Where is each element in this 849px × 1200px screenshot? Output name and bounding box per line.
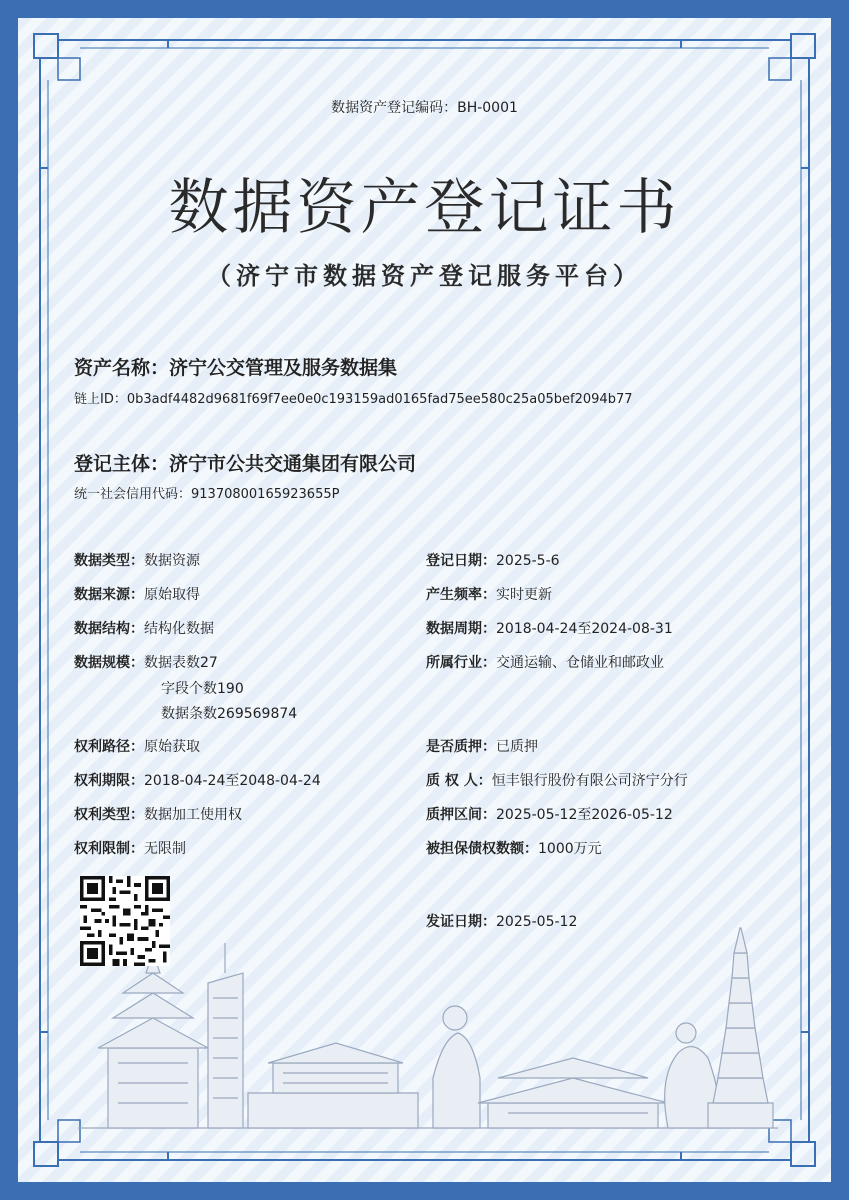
field-right-restriction: 权利限制：无限制: [74, 841, 186, 857]
certificate-title: 数据资产登记证书: [168, 173, 681, 243]
field-pledgee: 质 权 人：恒丰银行股份有限公司济宁分行: [426, 773, 688, 789]
field-data-period: 数据周期：2018-04-24至2024-08-31: [426, 621, 673, 637]
field-right-type: 权利类型：数据加工使用权: [74, 807, 242, 823]
registration-code: 数据资产登记编码：BH-0001: [331, 100, 518, 116]
field-right-term: 权利期限：2018-04-24至2048-04-24: [74, 773, 321, 789]
field-pledged: 是否质押：已质押: [426, 739, 538, 755]
asset-name: 资产名称：济宁公交管理及服务数据集: [74, 357, 398, 379]
field-industry: 所属行业：交通运输、仓储业和邮政业: [426, 655, 664, 671]
registration-subject: 登记主体：济宁市公共交通集团有限公司: [74, 453, 417, 475]
certificate-paper: [18, 18, 831, 1182]
field-right-path: 权利路径：原始获取: [74, 739, 200, 755]
field-data-structure: 数据结构：结构化数据: [74, 621, 214, 637]
qr-code: [80, 876, 170, 966]
field-secured-amount: 被担保债权数额：1000万元: [426, 841, 602, 857]
field-data-scale-line2: 字段个数190: [161, 681, 244, 697]
field-data-type: 数据类型：数据资源: [74, 553, 200, 569]
chain-id: 链上ID：0b3adf4482d9681f69f7ee0e0c193159ad0165fad75ee580c25a05bef2094b77: [74, 392, 633, 407]
field-data-scale-line3: 数据条数269569874: [161, 706, 298, 722]
field-data-source: 数据来源：原始取得: [74, 587, 200, 603]
field-data-scale: 数据规模：数据表数27: [74, 655, 218, 671]
field-pledge-period: 质押区间：2025-05-12至2026-05-12: [426, 807, 673, 823]
field-frequency: 产生频率：实时更新: [426, 587, 552, 603]
issue-date: 发证日期：2025-05-12: [426, 914, 578, 930]
field-registration-date: 登记日期：2025-5-6: [426, 553, 560, 569]
certificate-subtitle: （济宁市数据资产登记服务平台）: [207, 262, 642, 290]
credit-code: 统一社会信用代码：91370800165923655P: [74, 487, 340, 502]
